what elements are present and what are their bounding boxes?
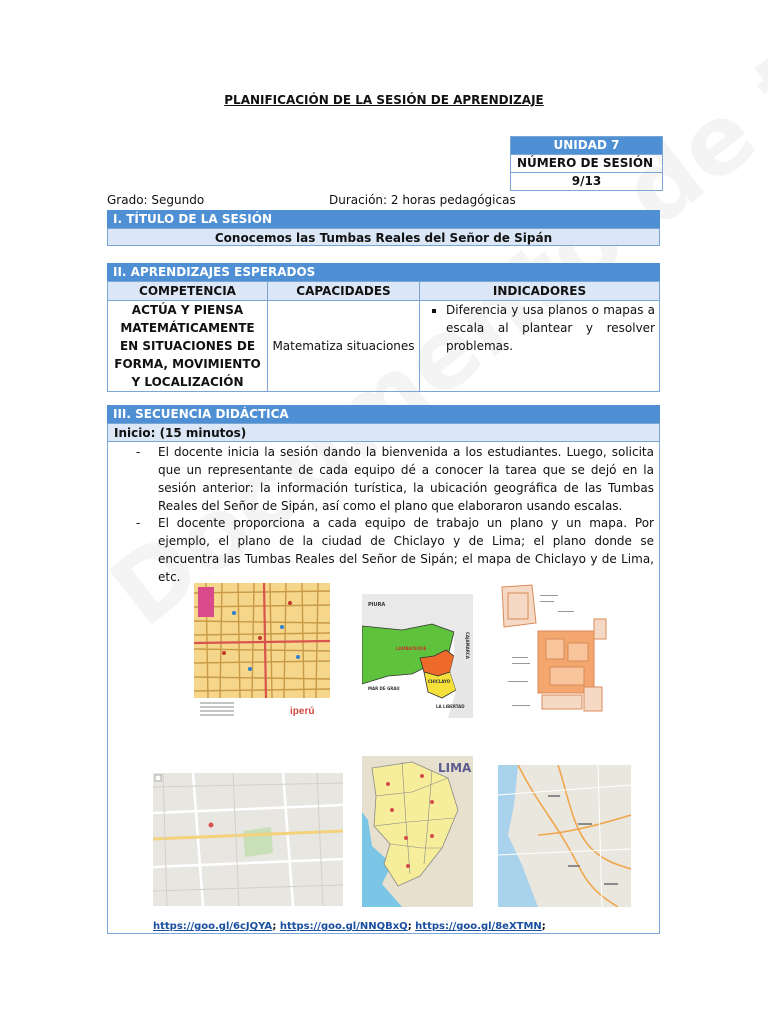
unit-box: [510, 136, 663, 191]
phase-label: Inicio: (15 minutos): [108, 424, 659, 442]
link-3[interactable]: https://goo.gl/8eXTMN: [415, 921, 542, 932]
region-label-la-libertad: LA LIBERTAD: [436, 704, 465, 709]
column-header-capacity: CAPACIDADES: [268, 282, 420, 301]
unit-label: UNIDAD 7: [511, 137, 662, 154]
reference-links: [153, 921, 546, 932]
lima-label: LIMA: [438, 761, 472, 775]
section-title-header: I. TÍTULO DE LA SESIÓN: [107, 210, 660, 228]
region-label-cajamarca: CAJAMARCA: [465, 632, 470, 659]
section-learning-header: II. APRENDIZAJES ESPERADOS: [107, 263, 660, 281]
region-label-mar-de-grau: MAR DE GRAU: [368, 686, 400, 691]
region-label-lambayeque: LAMBAYEQUE: [396, 646, 427, 651]
link-1[interactable]: https://goo.gl/6cJQYA: [153, 921, 273, 932]
iperu-logo-text: iperú: [290, 706, 315, 717]
region-label-piura: PIURA: [368, 602, 386, 608]
link-separator-end: ;: [541, 921, 546, 932]
session-number: 9/13: [511, 172, 662, 190]
session-label: NÚMERO DE SESIÓN: [511, 154, 662, 172]
lima-road-map-image: [498, 765, 631, 907]
paragraph-1: [136, 443, 654, 515]
page-title: PLANIFICACIÓN DE LA SESIÓN DE APRENDIZAJE: [224, 93, 544, 107]
region-label-chiclayo: CHICLAYO: [428, 679, 451, 684]
competence-cell: ACTÚA Y PIENSA MATEMÁTICAMENTE EN SITUACIONES DE FORMA, MOVIMIENTO Y LOCALIZACIÓN: [108, 301, 268, 392]
tomb-site-plan-image: [498, 583, 608, 720]
learning-table: [107, 281, 660, 392]
lima-districts-map-image: [362, 756, 473, 907]
link-separator: ;: [272, 921, 280, 932]
lambayeque-region-map-image: [362, 594, 473, 718]
paragraph-2-text: El docente proporciona a cada equipo de trabajo un plano y un mapa. Por ejemplo, el plano de la ciudad de Chiclayo y de Lima; el plano donde se encuentra las Tumbas Reales del Señor de Sipán; el mapa de Chiclayo y de Lima, etc.: [158, 516, 654, 584]
bullet-dash: -: [136, 516, 141, 530]
street-map-image: [153, 773, 343, 906]
capacity-cell: Matematiza situaciones: [268, 301, 420, 392]
column-header-competence: COMPETENCIA: [108, 282, 268, 301]
indicator-cell: [420, 301, 660, 392]
link-2[interactable]: https://goo.gl/NNQBxQ: [279, 921, 408, 932]
link-separator: ;: [407, 921, 416, 932]
indicator-item: ▪ Diferencia y usa planos o mapas a escala al plantear y resolver problemas.: [446, 301, 655, 355]
paragraph-2: [136, 514, 654, 586]
section-sequence-header: III. SECUENCIA DIDÁCTICA: [107, 405, 660, 423]
bullet-dash: -: [136, 445, 141, 459]
column-header-indicators: INDICADORES: [420, 282, 660, 301]
grade-text: Grado: Segundo: [107, 193, 205, 207]
paragraph-1-text: El docente inicia la sesión dando la bienvenida a los estudiantes. Luego, solicita que un representante de cada equipo dé a conocer la tarea que se dejó en la sesión anterior: la información turística, la ubicación geográfica de las Tumbas Reales del Señor de Sipán, así como el plano que elaboraron usando escalas.: [158, 445, 654, 513]
duration-text: Duración: 2 horas pedagógicas: [329, 193, 516, 207]
session-title: Conocemos las Tumbas Reales del Señor de Sipán: [107, 228, 660, 246]
chiclayo-city-map-image: [194, 583, 330, 720]
